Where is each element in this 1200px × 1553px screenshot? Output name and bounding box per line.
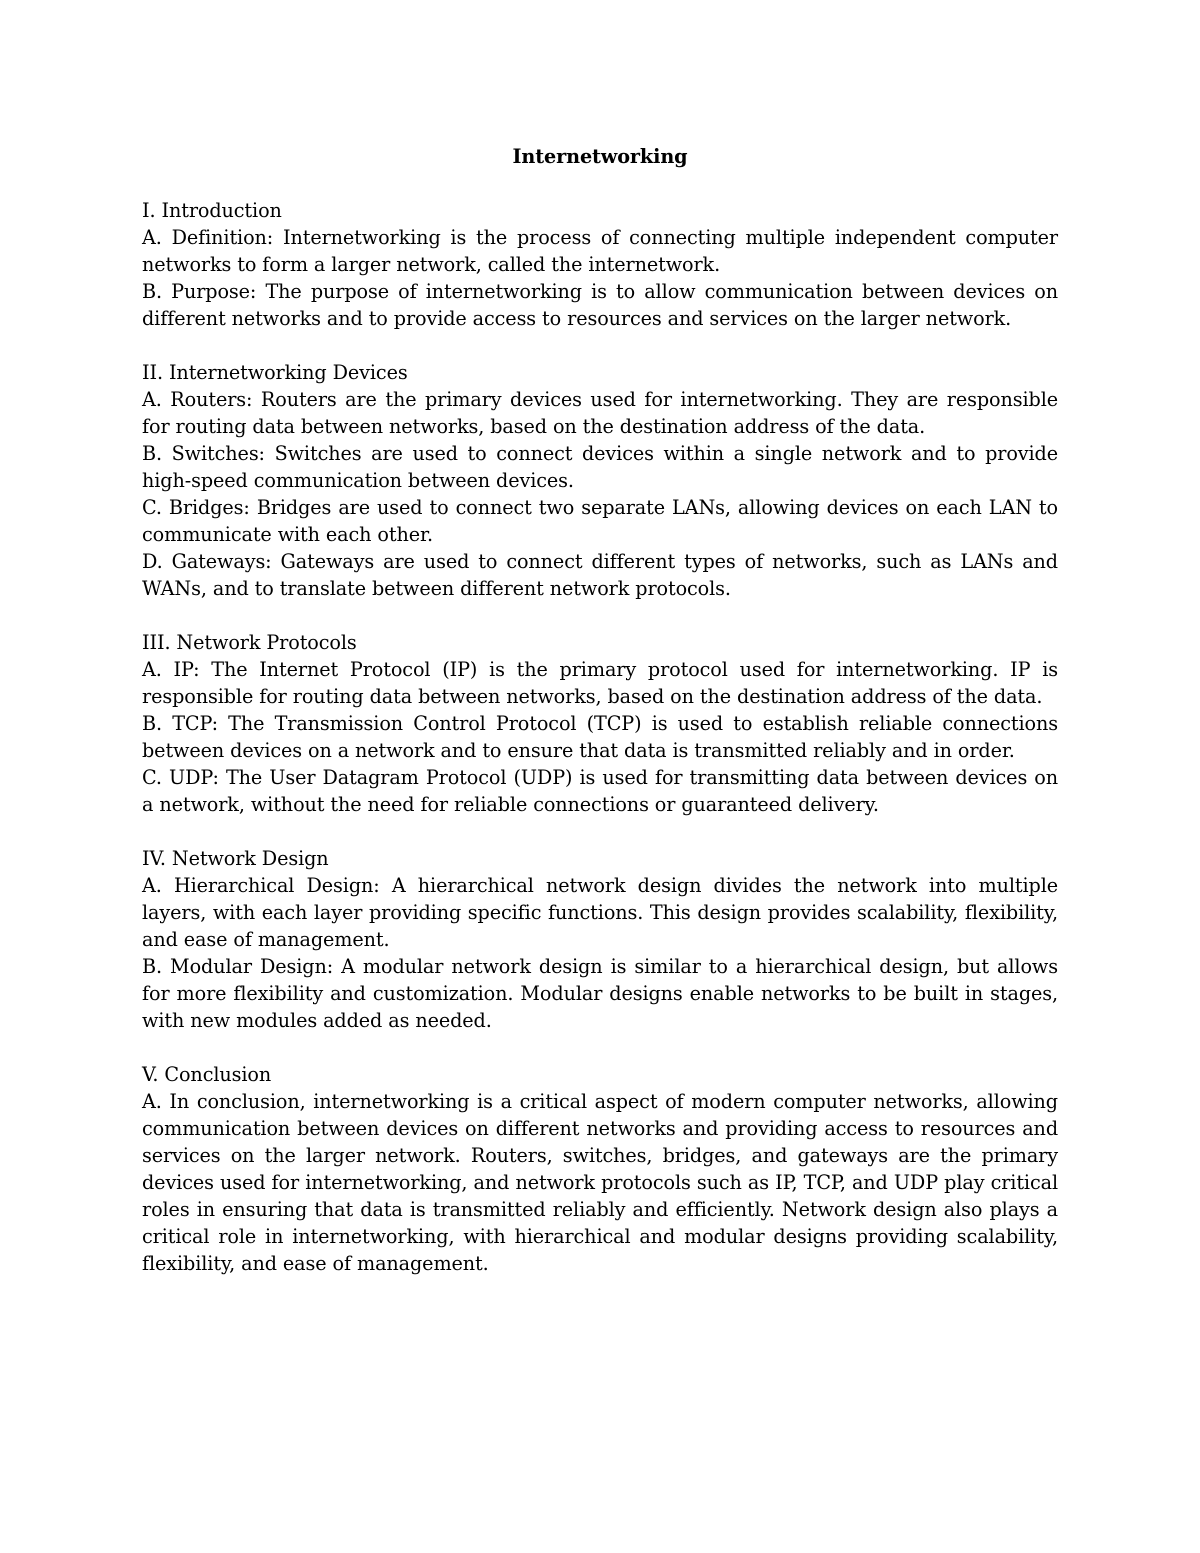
section-item: C. UDP: The User Datagram Protocol (UDP) is used for transmitting data between devices on a network, without the need for reliable connections or guaranteed delivery. xyxy=(142,766,1058,816)
section-item: B. Purpose: The purpose of internetworking is to allow communication between devices on different networks and to provide access to resources and services on the larger network. xyxy=(142,280,1058,330)
section-heading: IV. Network Design xyxy=(142,847,329,870)
section-item: A. IP: The Internet Protocol (IP) is the primary protocol used for internetworking. IP is responsible for routing data between networks, based on the destination address of the data. xyxy=(142,658,1058,708)
document-body xyxy=(142,143,1058,1304)
section-item: B. Switches: Switches are used to connect devices within a single network and to provide high-speed communication between devices. xyxy=(142,442,1058,492)
section-item: D. Gateways: Gateways are used to connect different types of networks, such as LANs and WANs, and to translate between different network protocols. xyxy=(142,550,1058,600)
document-title: Internetworking xyxy=(512,145,688,168)
section-item: B. Modular Design: A modular network design is similar to a hierarchical design, but allows for more flexibility and customization. Modular designs enable networks to be built in stages, with new modules added as needed. xyxy=(142,955,1058,1032)
section-item: A. Hierarchical Design: A hierarchical network design divides the network into multiple layers, with each layer providing specific functions. This design provides scalability, flexibility, and ease of management. xyxy=(142,874,1058,951)
section-item: A. Definition: Internetworking is the process of connecting multiple independent computer networks to form a larger network, called the internetwork. xyxy=(142,226,1058,276)
section-heading: III. Network Protocols xyxy=(142,631,357,654)
section-heading: II. Internetworking Devices xyxy=(142,361,408,384)
section-item: A. Routers: Routers are the primary devices used for internetworking. They are responsible for routing data between networks, based on the destination address of the data. xyxy=(142,388,1058,438)
section-conclusion xyxy=(142,1061,1058,1277)
section-item: A. In conclusion, internetworking is a critical aspect of modern computer networks, allowing communication between devices on different networks and providing access to resources and services on the larger network. Routers, switches, bridges, and gateways are the primary devices used for internetworking, and network protocols such as IP, TCP, and UDP play critical roles in ensuring that data is transmitted reliably and efficiently. Network design also plays a critical role in internetworking, with hierarchical and modular designs providing scalability, flexibility, and ease of management. xyxy=(142,1090,1058,1275)
section-item: C. Bridges: Bridges are used to connect two separate LANs, allowing devices on each LAN to communicate with each other. xyxy=(142,496,1058,546)
section-network-design xyxy=(142,845,1058,1034)
section-network-protocols xyxy=(142,629,1058,818)
section-heading: I. Introduction xyxy=(142,199,282,222)
section-internetworking-devices xyxy=(142,359,1058,602)
section-item: B. TCP: The Transmission Control Protocol (TCP) is used to establish reliable connections between devices on a network and to ensure that data is transmitted reliably and in order. xyxy=(142,712,1058,762)
section-introduction xyxy=(142,197,1058,332)
section-heading: V. Conclusion xyxy=(142,1063,272,1086)
